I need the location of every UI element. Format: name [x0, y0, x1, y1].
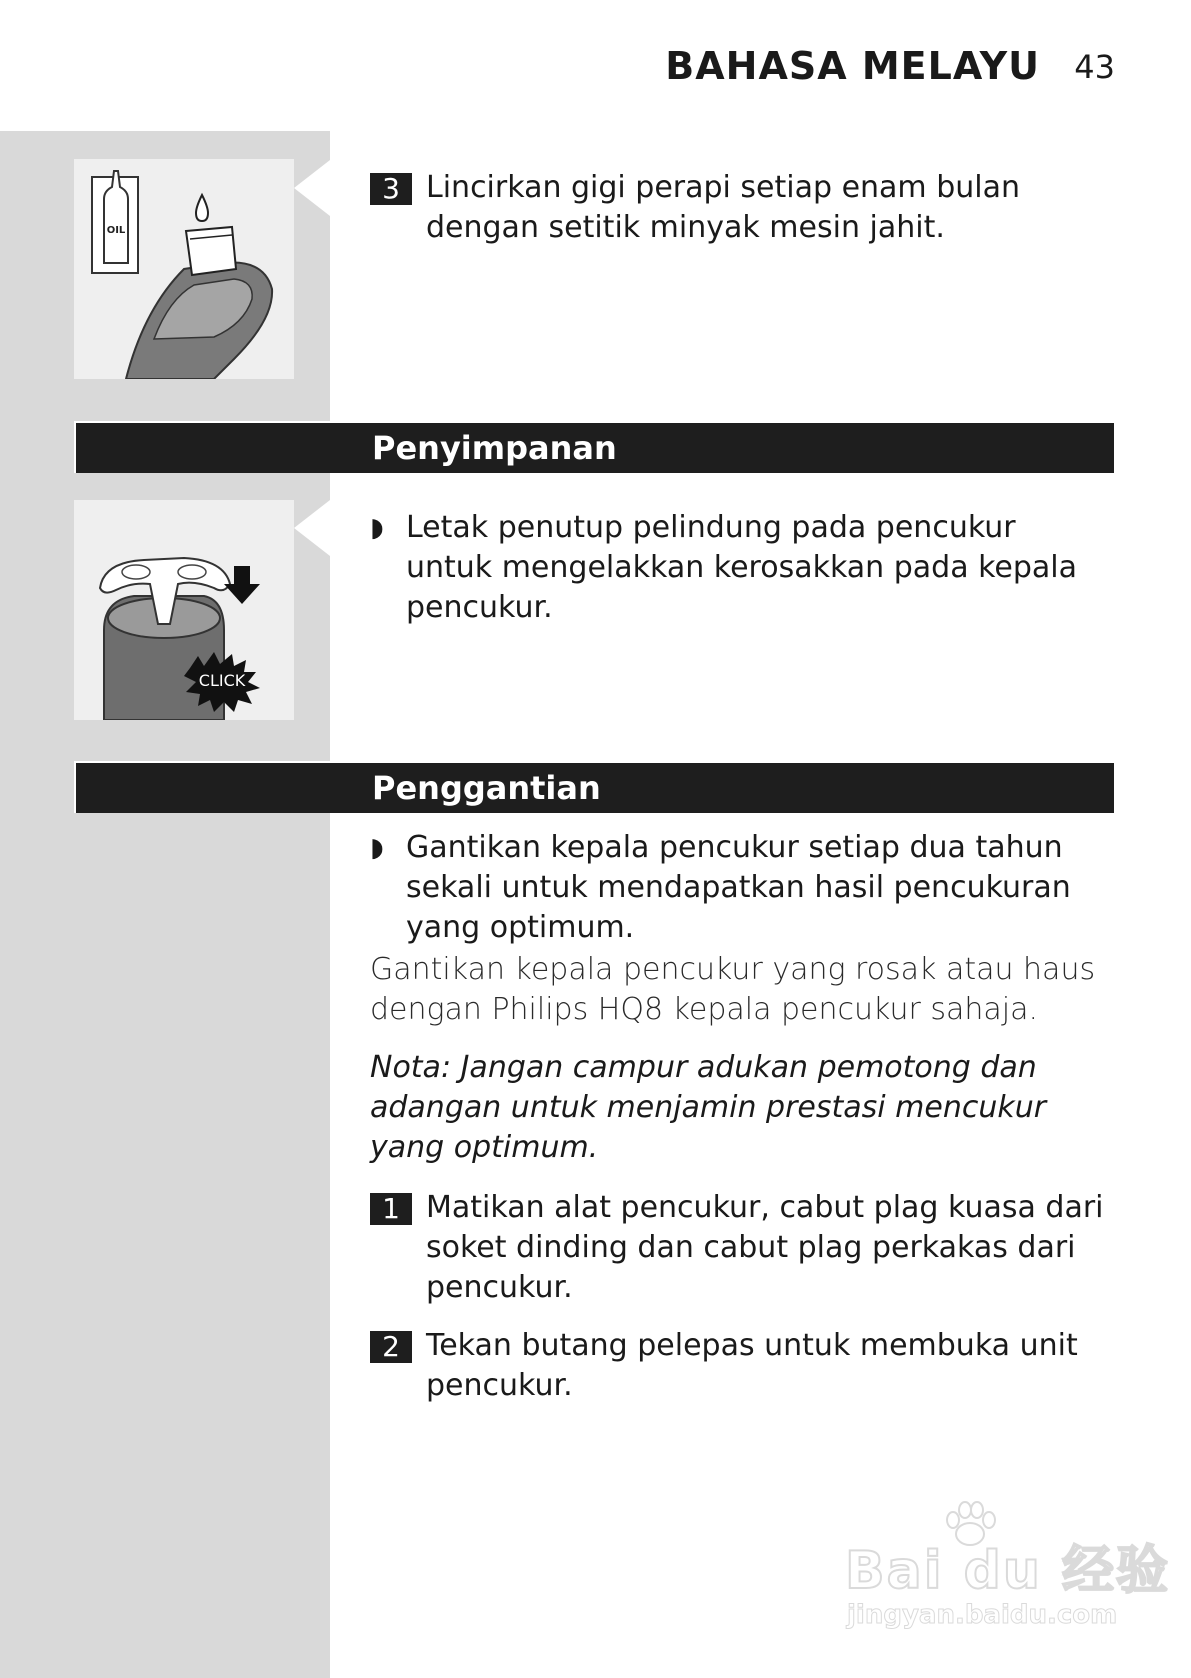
bullet-text: Letak penutup pelindung pada pencukur untuk mengelakkan kerosakkan pada kepala pencukur.	[406, 510, 1078, 625]
step-number: 1	[370, 1193, 412, 1225]
step-text: Tekan butang pelepas untuk membuka unit pencukur.	[426, 1328, 1078, 1403]
storage-bullet	[370, 508, 1110, 628]
watermark-url: jingyan.baidu.com	[847, 1600, 1118, 1630]
section-title: Penggantian	[372, 769, 601, 807]
oiling-step	[370, 168, 1110, 248]
illustration-pointer	[294, 500, 330, 556]
section-title: Penyimpanan	[372, 429, 617, 467]
bullet-icon: ◗	[370, 833, 384, 863]
section-header-storage	[74, 421, 1114, 473]
step-text: Matikan alat pencukur, cabut plag kuasa dari soket dinding dan cabut plag perkakas dari pencukur.	[426, 1190, 1104, 1305]
step-number: 3	[370, 173, 412, 205]
replacement-step-1	[370, 1188, 1110, 1308]
replacement-step-2	[370, 1326, 1110, 1406]
protective-cap-icon	[74, 500, 294, 720]
click-label: CLICK	[198, 671, 246, 690]
bullet-icon: ◗	[370, 513, 384, 543]
oil-trimmer-illustration	[74, 159, 294, 379]
replacement-info: Gantikan kepala pencukur yang rosak atau haus dengan Philips HQ8 kepala pencukur sahaja.	[370, 952, 1096, 1027]
page-number: 43	[1074, 48, 1115, 86]
watermark-logo: Bai du 经验	[845, 1541, 1170, 1601]
replacement-content	[370, 828, 1110, 1406]
illustration-pointer	[294, 160, 330, 216]
page-header-title: BAHASA MELAYU	[665, 44, 1040, 88]
step-number: 2	[370, 1331, 412, 1363]
storage-illustration	[74, 500, 294, 720]
baidu-watermark	[845, 1500, 1170, 1640]
oil-label: OIL	[106, 225, 126, 236]
step-text: Lincirkan gigi perapi setiap enam bulan dengan setitik minyak mesin jahit.	[426, 170, 1020, 245]
section-header-replacement	[74, 761, 1114, 813]
oil-bottle-trimmer-icon	[74, 159, 294, 379]
note-text: Nota: Jangan campur adukan pemotong dan adangan untuk menjamin prestasi mencukur yang optimum.	[370, 1050, 1047, 1165]
bullet-text: Gantikan kepala pencukur setiap dua tahun sekali untuk mendapatkan hasil pencukuran yang optimum.	[406, 830, 1071, 945]
